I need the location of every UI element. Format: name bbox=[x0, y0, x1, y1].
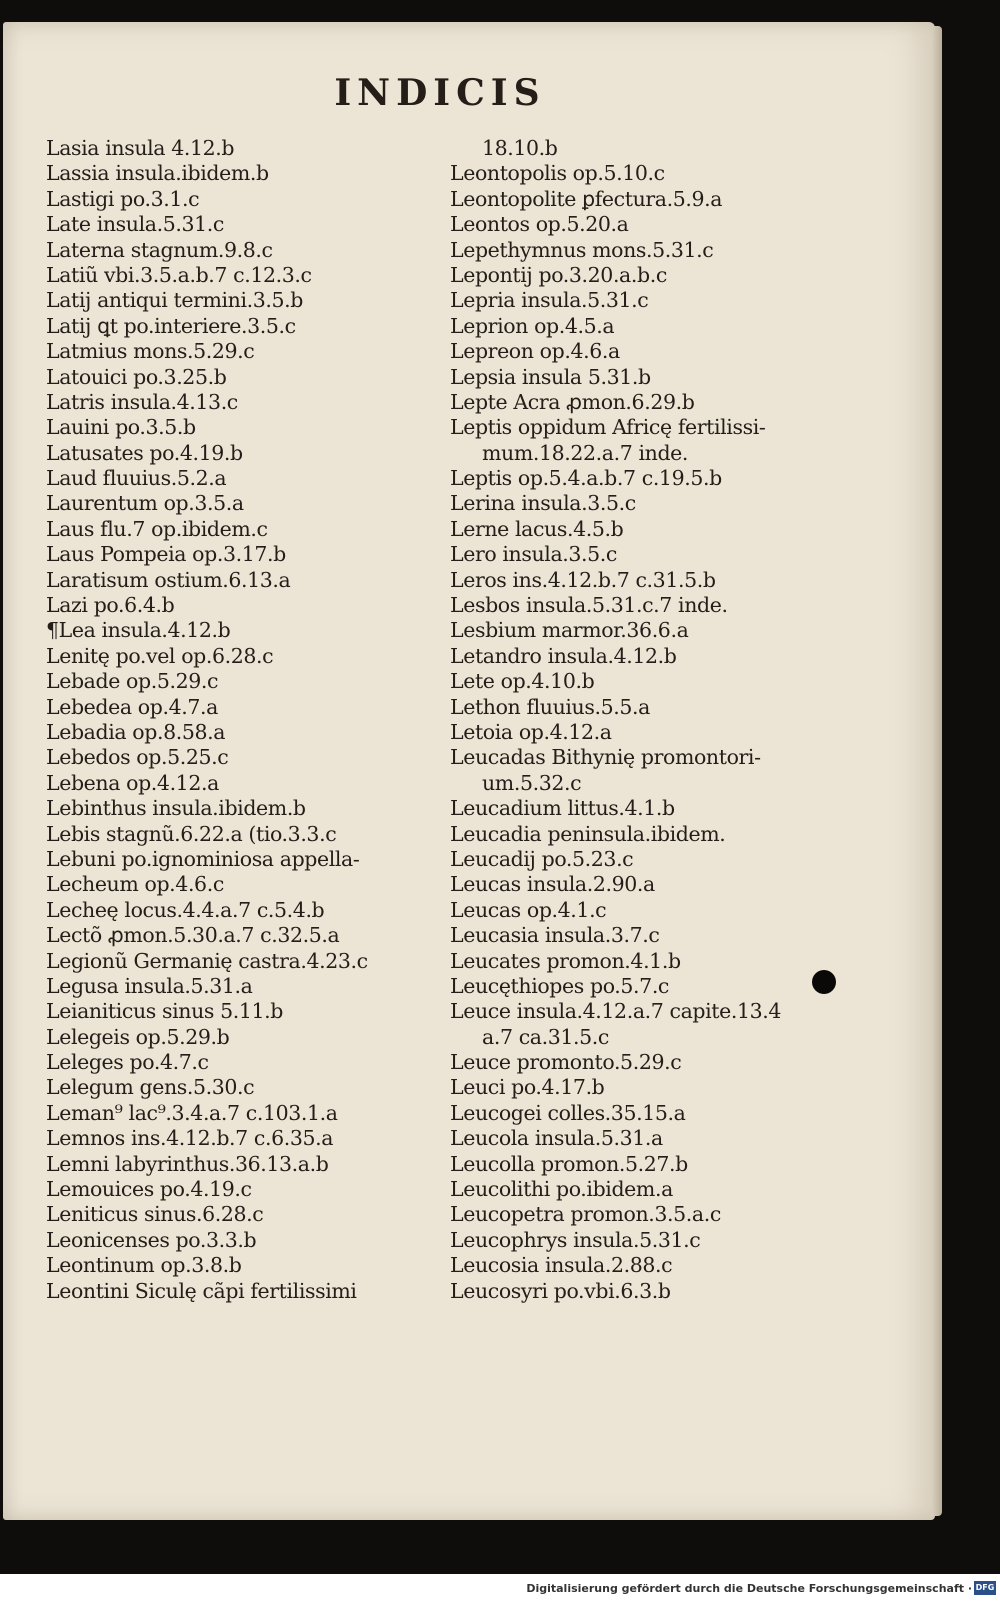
index-entry: Lebedos op.5.25.c bbox=[46, 745, 229, 770]
index-entry: Leniticus sinus.6.28.c bbox=[46, 1202, 264, 1227]
index-entry: Leontinum op.3.8.b bbox=[46, 1253, 242, 1278]
index-entry: Lepreon op.4.6.a bbox=[450, 339, 620, 364]
index-entry: Lepsia insula 5.31.b bbox=[450, 364, 651, 389]
index-entry: Lerne lacus.4.5.b bbox=[450, 516, 624, 541]
index-entry: Laus flu.7 op.ibidem.c bbox=[46, 516, 268, 541]
index-entry: Latij antiqui termini.3.5.b bbox=[46, 288, 304, 313]
index-entry: Leontopolite ꝑfectura.5.9.a bbox=[450, 186, 723, 211]
index-entry: Latmius mons.5.29.c bbox=[46, 339, 255, 364]
index-entry: Leontini Siculę cãpi fertilissimi bbox=[46, 1278, 357, 1303]
index-entry: Lecheum op.4.6.c bbox=[46, 872, 224, 897]
digitization-credit: Digitalisierung gefördert durch die Deutsche Forschungsgemeinschaft · bbox=[526, 1582, 972, 1595]
index-entry: Laud fluuius.5.2.a bbox=[46, 466, 227, 491]
index-entry: Lebena op.4.12.a bbox=[46, 770, 219, 795]
index-entry: Leucas insula.2.90.a bbox=[450, 872, 655, 897]
index-entry: Leucolla promon.5.27.b bbox=[450, 1151, 688, 1176]
index-entry: a.7 ca.31.5.c bbox=[482, 1024, 609, 1049]
index-entry: Leianiticus sinus 5.11.b bbox=[46, 999, 284, 1024]
index-entry: Leontopolis op.5.10.c bbox=[450, 161, 665, 186]
index-entry: ¶Lea insula.4.12.b bbox=[46, 618, 231, 643]
index-entry: Lepte Acra ꝓmon.6.29.b bbox=[450, 389, 695, 414]
index-entry: Lelegeis op.5.29.b bbox=[46, 1024, 230, 1049]
index-entry: Lesbium marmor.36.6.a bbox=[450, 618, 689, 643]
index-entry: Leucogei colles.35.15.a bbox=[450, 1100, 686, 1125]
index-entry: Leprion op.4.5.a bbox=[450, 313, 615, 338]
index-entry: Late insula.5.31.c bbox=[46, 212, 224, 237]
index-entry: Lemouices po.4.19.c bbox=[46, 1177, 252, 1202]
index-entry: Leleges po.4.7.c bbox=[46, 1050, 209, 1075]
page-edge bbox=[932, 26, 942, 1516]
index-entry: Leuce insula.4.12.a.7 capite.13.4 bbox=[450, 999, 782, 1024]
index-entry: Lebadia op.8.58.a bbox=[46, 719, 226, 744]
index-entry: Laratisum ostium.6.13.a bbox=[46, 567, 291, 592]
index-entry: Leucadium littus.4.1.b bbox=[450, 796, 675, 821]
index-entry: Leucopetra promon.3.5.a.c bbox=[450, 1202, 721, 1227]
index-entry: Lesbos insula.5.31.c.7 inde. bbox=[450, 593, 728, 618]
index-entry: Lastigi po.3.1.c bbox=[46, 186, 200, 211]
index-entry: Leucosyri po.vbi.6.3.b bbox=[450, 1278, 671, 1303]
index-entry: Laurentum op.3.5.a bbox=[46, 491, 244, 516]
index-entry: Lasia insula 4.12.b bbox=[46, 136, 235, 160]
index-entry: Lassia insula.ibidem.b bbox=[46, 161, 269, 186]
index-entry: Leucadia peninsula.ibidem. bbox=[450, 821, 726, 846]
index-entry: Leucasia insula.3.7.c bbox=[450, 923, 660, 948]
index-entry: Leman⁹ lac⁹.3.4.a.7 c.103.1.a bbox=[46, 1100, 338, 1125]
index-entry: 18.10.b bbox=[482, 136, 558, 160]
index-entry: Leucophrys insula.5.31.c bbox=[450, 1227, 701, 1252]
index-entry: Latusates po.4.19.b bbox=[46, 440, 243, 465]
index-entry: Lecheę locus.4.4.a.7 c.5.4.b bbox=[46, 897, 325, 922]
index-entry: Lete op.4.10.b bbox=[450, 669, 595, 694]
index-entry: Letoia op.4.12.a bbox=[450, 719, 612, 744]
index-entry: Latouici po.3.25.b bbox=[46, 364, 227, 389]
index-entry: Leucęthiopes po.5.7.c bbox=[450, 973, 670, 998]
index-entry: Leonicenses po.3.3.b bbox=[46, 1227, 257, 1252]
index-entry: Lelegum gens.5.30.c bbox=[46, 1075, 255, 1100]
index-entry: Lebis stagnũ.6.22.a (tio.3.3.c bbox=[46, 821, 337, 846]
index-entry: Leptis oppidum Africę fertilissi- bbox=[450, 415, 766, 440]
dfg-logo: DFG bbox=[974, 1581, 996, 1595]
index-entry: Leucola insula.5.31.a bbox=[450, 1126, 663, 1151]
index-entry: Lero insula.3.5.c bbox=[450, 542, 617, 567]
index-entry: Lepethymnus mons.5.31.c bbox=[450, 237, 714, 262]
index-entry: um.5.32.c bbox=[482, 770, 582, 795]
ink-blot bbox=[812, 970, 836, 994]
index-entry: Leuci po.4.17.b bbox=[450, 1075, 605, 1100]
index-entry: Leucates promon.4.1.b bbox=[450, 948, 681, 973]
index-entry: Leucadas Bithynię promontori- bbox=[450, 745, 761, 770]
index-column-left bbox=[46, 136, 466, 1304]
index-entry: Lenitę po.vel op.6.28.c bbox=[46, 643, 274, 668]
index-entry: Leptis op.5.4.a.b.7 c.19.5.b bbox=[450, 466, 722, 491]
index-entry: Laus Pompeia op.3.17.b bbox=[46, 542, 286, 567]
index-entry: Legionũ Germanię castra.4.23.c bbox=[46, 948, 368, 973]
index-entry: Lazi po.6.4.b bbox=[46, 593, 175, 618]
index-entry: Lerina insula.3.5.c bbox=[450, 491, 636, 516]
index-entry: Leucolithi po.ibidem.a bbox=[450, 1177, 673, 1202]
index-entry: Latiũ vbi.3.5.a.b.7 c.12.3.c bbox=[46, 262, 312, 287]
index-entry: Lebedea op.4.7.a bbox=[46, 694, 218, 719]
index-entry: Leros ins.4.12.b.7 c.31.5.b bbox=[450, 567, 716, 592]
index-entry: Lethon fluuius.5.5.a bbox=[450, 694, 650, 719]
index-entry: Lebade op.5.29.c bbox=[46, 669, 219, 694]
index-entry: mum.18.22.a.7 inde. bbox=[482, 440, 689, 465]
index-entry: Latris insula.4.13.c bbox=[46, 389, 238, 414]
index-entry: Laterna stagnum.9.8.c bbox=[46, 237, 273, 262]
index-entry: Latij ꝗt po.interiere.3.5.c bbox=[46, 313, 296, 338]
index-column-right bbox=[450, 136, 840, 1304]
index-entry: Leucadij po.5.23.c bbox=[450, 846, 634, 871]
index-entry: Lauini po.3.5.b bbox=[46, 415, 196, 440]
page-heading: INDICIS bbox=[334, 72, 546, 114]
index-entry: Lepontij po.3.20.a.b.c bbox=[450, 262, 667, 287]
index-entry: Leucas op.4.1.c bbox=[450, 897, 607, 922]
index-entry: Lectõ ꝓmon.5.30.a.7 c.32.5.a bbox=[46, 923, 340, 948]
index-entry: Legusa insula.5.31.a bbox=[46, 973, 253, 998]
index-entry: Letandro insula.4.12.b bbox=[450, 643, 677, 668]
index-entry: Lebinthus insula.ibidem.b bbox=[46, 796, 306, 821]
index-entry: Leontos op.5.20.a bbox=[450, 212, 629, 237]
index-entry: Lemnos ins.4.12.b.7 c.6.35.a bbox=[46, 1126, 334, 1151]
index-entry: Leuce promonto.5.29.c bbox=[450, 1050, 682, 1075]
index-entry: Lemni labyrinthus.36.13.a.b bbox=[46, 1151, 329, 1176]
index-entry: Leucosia insula.2.88.c bbox=[450, 1253, 673, 1278]
index-entry: Lebuni po.ignominiosa appella- bbox=[46, 846, 360, 871]
index-entry: Lepria insula.5.31.c bbox=[450, 288, 649, 313]
